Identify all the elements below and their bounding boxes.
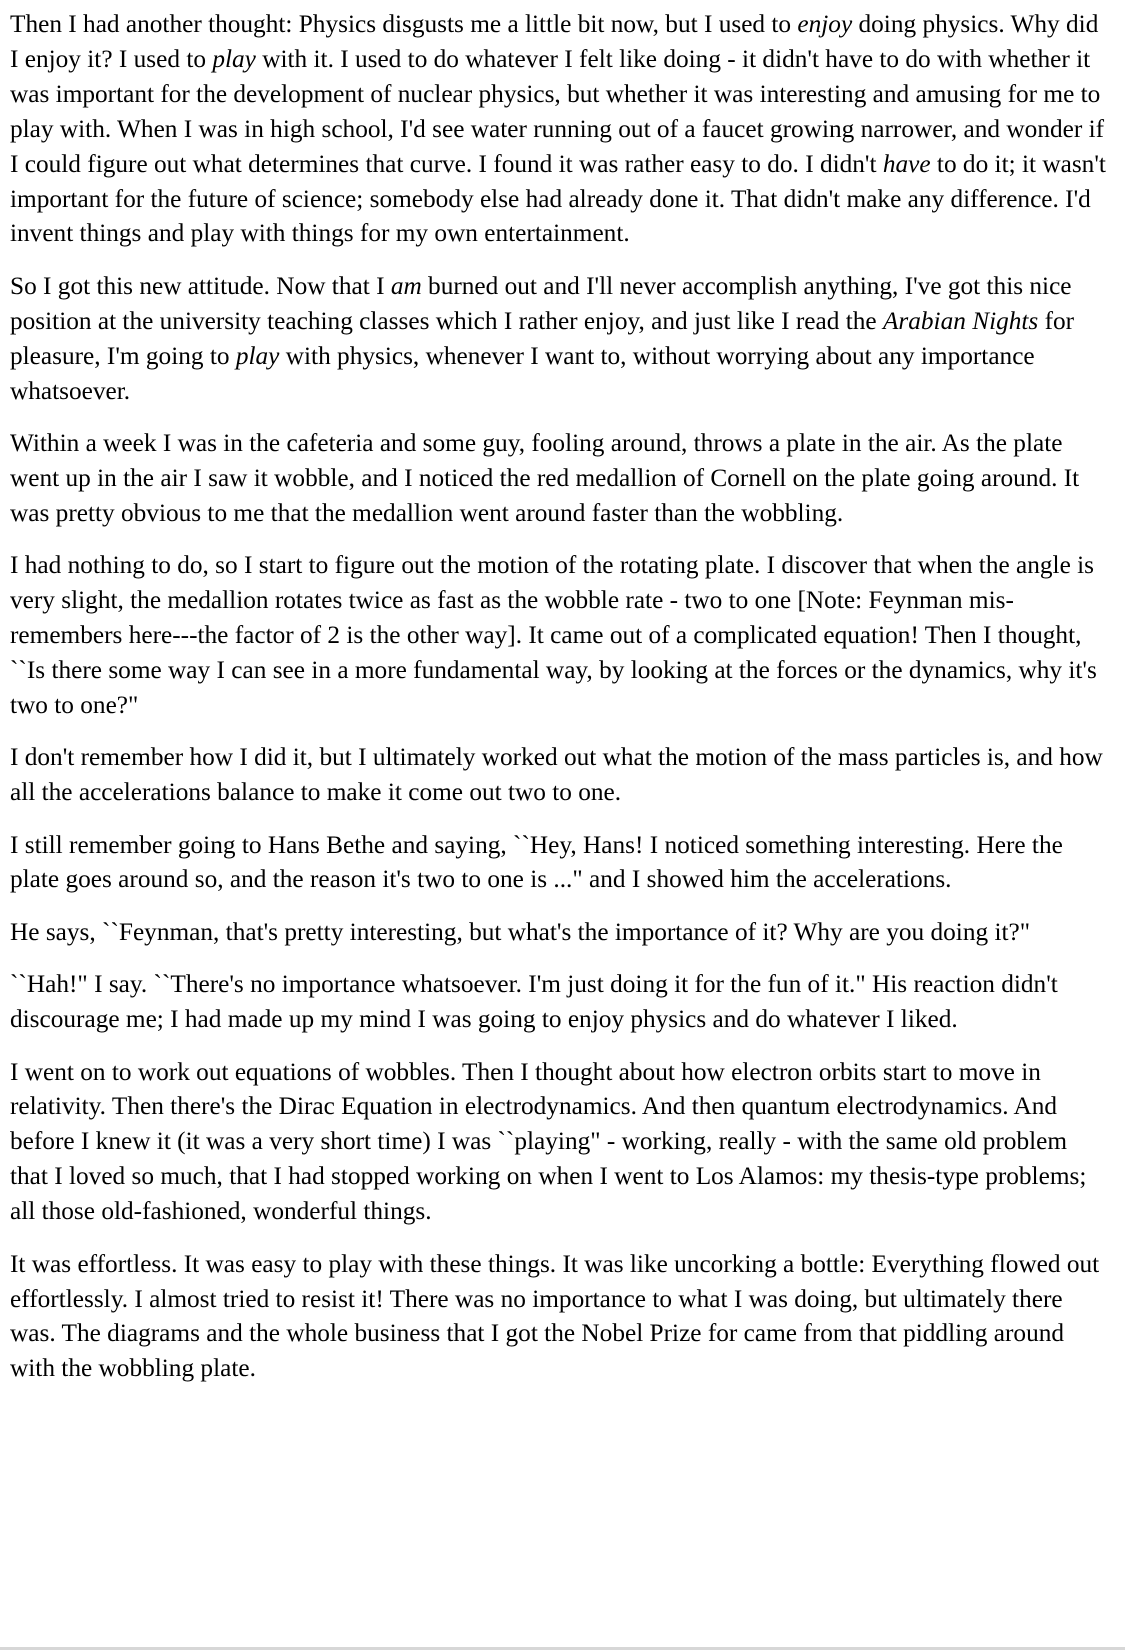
- paragraph: [10, 967, 1111, 1037]
- paragraph: [10, 426, 1111, 531]
- emphasized-text: enjoy: [797, 10, 853, 38]
- document-body: [10, 7, 1111, 1386]
- text-run: burned out and I'll never accomplish anything, I've got this nice position at the university teaching classes which I rather enjoy, and just like I read the: [10, 271, 1072, 335]
- text-run: Then I had another thought: Physics disgusts me a little bit now, but I used to: [10, 10, 798, 38]
- text-run: doing physics. Why did I enjoy it? I used to: [10, 10, 1099, 73]
- paragraph: [10, 828, 1111, 898]
- paragraph: [10, 1055, 1111, 1230]
- emphasized-text: play: [212, 44, 256, 73]
- text-run: Within a week I was in the cafeteria and some guy, fooling around, throws a plate in the air. As the plate went up in the air I saw it wobble, and I noticed the red medallion of Cornell on the plate going around. It was pretty obvious to me that the medallion went around faster than the wobbling.: [10, 428, 1080, 527]
- text-run: I had nothing to do, so I start to figure out the motion of the rotating plate. I discover that when the angle is very slight, the medallion rotates twice as fast as the wobble rate - two to one [Note: Feynman mis-remembers here---the factor of 2 is the other way]. It came out of a complicated equation! Then I thought, ``Is there some way I can see in a more fundamental way, by looking at the forces or the dynamics, why it's two to one?": [10, 551, 1097, 719]
- paragraph: [10, 915, 1111, 950]
- text-run: I don't remember how I did it, but I ultimately worked out what the motion of the mass particles is, and how all the accelerations balance to make it come out two to one.: [10, 743, 1103, 807]
- paragraph: [10, 1247, 1111, 1387]
- paragraph: [10, 740, 1111, 810]
- emphasized-text: have: [882, 149, 931, 178]
- text-run: for pleasure, I'm going to: [10, 306, 1075, 370]
- text-run: So I got this new attitude. Now that I: [10, 271, 391, 300]
- text-run: to do it; it wasn't important for the future of science; somebody else had already done it. That didn't make any difference. I'd invent things and play with things for my own entertainment.: [10, 149, 1106, 248]
- text-run: with it. I used to do whatever I felt like doing - it didn't have to do with whether it was important for the development of nuclear physics, but whether it was interesting and amusing for me to play with. When I was in high school, I'd see water running out of a faucet growing narrower, and wonder if I could figure out what determines that curve. I found it was rather easy to do. I didn't: [10, 44, 1105, 178]
- text-run: I went on to work out equations of wobbles. Then I thought about how electron orbits start to move in relativity. Then there's the Dirac Equation in electrodynamics. And then quantum electrodynamics. And before I knew it (it was a very short time) I was ``playing" - working, really - with the same old problem that I loved so much, that I had stopped working on when I went to Los Alamos: my thesis-type problems; all those old-fashioned, wonderful things.: [10, 1057, 1087, 1226]
- text-run: It was effortless. It was easy to play with these things. It was like uncorking a bottle: Everything flowed out effortlessly. I almost tried to resist it! There was no importance to what I was doing, but ultimately there was. The diagrams and the whole business that I got the Nobel Prize for came from that piddling around with the wobbling plate.: [10, 1249, 1100, 1383]
- text-run: ``Hah!" I say. ``There's no importance whatsoever. I'm just doing it for the fun of it." His reaction didn't discourage me; I had made up my mind I was going to enjoy physics and do whatever I liked.: [10, 970, 1058, 1034]
- text-run: I still remember going to Hans Bethe and saying, ``Hey, Hans! I noticed something interesting. Here the plate goes around so, and the reason it's two to one is ..." and I showed him the accelerations.: [10, 830, 1063, 894]
- emphasized-text: Arabian Nights: [882, 306, 1039, 335]
- text-run: He says, ``Feynman, that's pretty interesting, but what's the importance of it? Why are you doing it?": [10, 917, 1031, 946]
- emphasized-text: play: [235, 341, 280, 370]
- text-run: with physics, whenever I want to, without worrying about any importance whatsoever.: [10, 341, 1035, 405]
- paragraph: [10, 269, 1111, 409]
- paragraph: [10, 548, 1111, 723]
- paragraph: [10, 7, 1111, 251]
- emphasized-text: am: [390, 271, 422, 300]
